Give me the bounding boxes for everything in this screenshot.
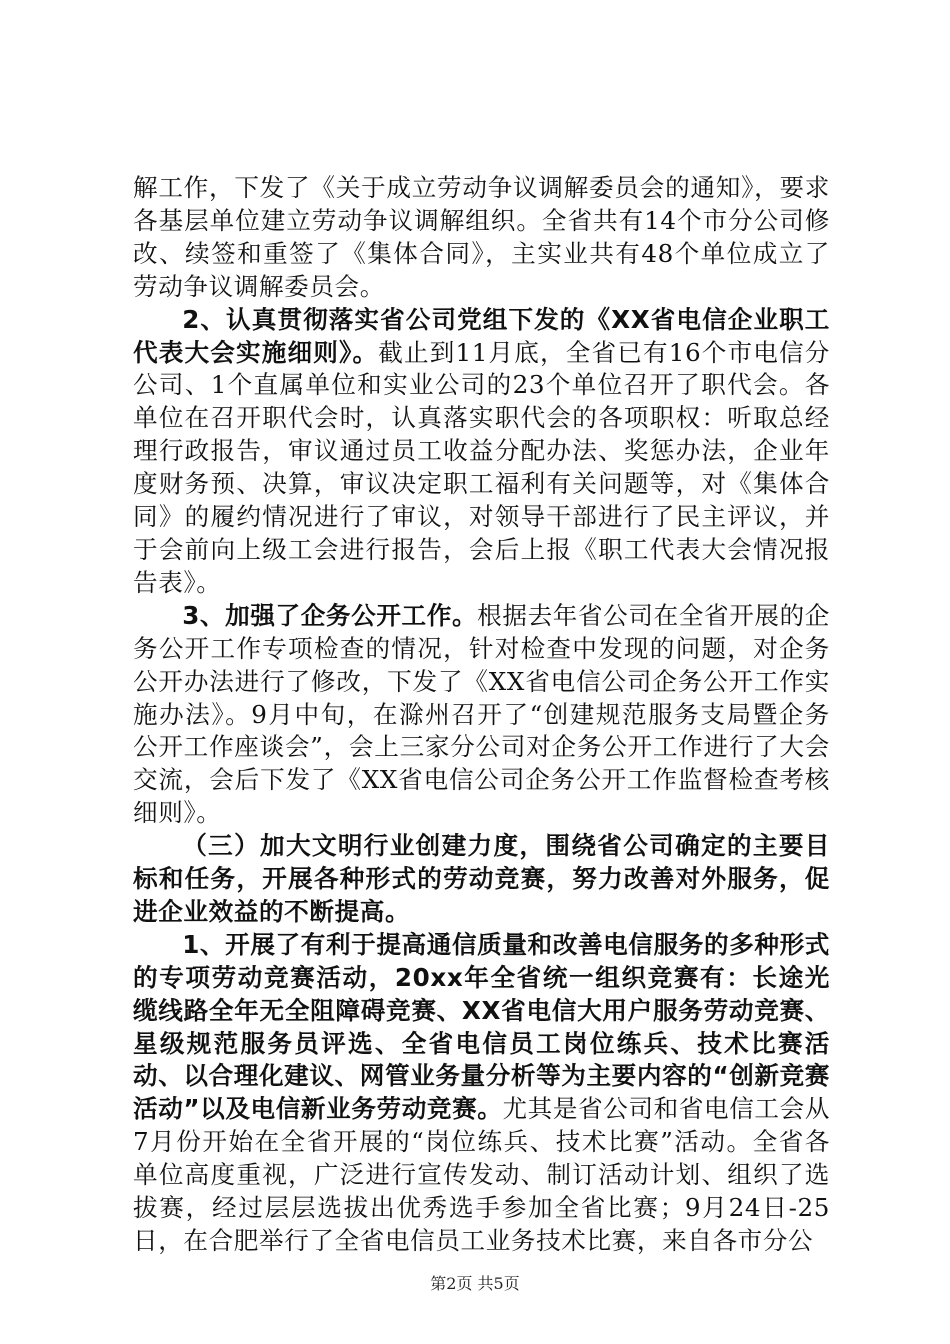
document-body <box>133 172 830 1258</box>
paragraph-2-text: 截止到11月底，全省已有16个市电信分公司、1个直属单位和实业公司的23个单位召开了职代会。各单位在召开职代会时，认真落实职代会的各项职权：听取总经理行政报告，审议通过员工收益分配办法、奖惩办法，企业年度财务预、决算，审议决定职工福利有关问题等，对《集体合同》的履约情况进行了审议，对领导干部进行了民主评议，并于会前向上级工会进行报告，会后上报《职工代表大会情况报告表》。 <box>133 337 830 597</box>
paragraph-1-text: 解工作，下发了《关于成立劳动争议调解委员会的通知》，要求各基层单位建立劳动争议调解组织。全省共有14个市分公司修改、续签和重签了《集体合同》，主实业共有48个单位成立了劳动争议调解委员会。 <box>133 173 830 301</box>
paragraph-5-text: 尤其是省公司和省电信工会从7月份开始在全省开展的“岗位练兵、技术比赛”活动。全省各单位高度重视，广泛进行宣传发动、制订活动计划、组织了选拔赛，经过层层选拔出优秀选手参加全省比赛；9月24日-25日，在合肥举行了全省电信员工业务技术比赛，来自各市分公 <box>133 1094 831 1255</box>
paragraph-3 <box>133 600 830 830</box>
paragraph-1 <box>133 172 830 304</box>
paragraph-2-lead: 2、认真贯彻落实省公司党组下发的《XX省电信企业职工代表大会实施细则》。 <box>133 304 830 367</box>
section-heading-3-text: （三）加大文明行业创建力度，围绕省公司确定的主要目标和任务，开展各种形式的劳动竞赛，努力改善对外服务，促进企业效益的不断提高。 <box>133 831 830 926</box>
paragraph-5-lead: 1、开展了有利于提高通信质量和改善电信服务的多种形式的专项劳动竞赛活动，20xx年全省统一组织竞赛有：长途光缆线路全年无全阻障碍竞赛、XX省电信大用户服务劳动竞赛、星级规范服务员评选、全省电信员工岗位练兵、技术比赛活动、以合理化建议、网管业务量分析等为主要内容的“创新竞赛活动”以及电信新业务劳动竞赛。 <box>133 929 830 1124</box>
paragraph-5 <box>133 929 830 1258</box>
section-heading-3 <box>133 830 830 929</box>
paragraph-2 <box>133 304 830 600</box>
page-footer <box>0 1271 950 1294</box>
paragraph-3-text: 根据去年省公司在全省开展的企务公开工作专项检查的情况，针对检查中发现的问题，对企务公开办法进行了修改，下发了《XX省电信公司企务公开工作实施办法》。9月中旬，在滁州召开了“创建规范服务支局暨企务公开工作座谈会”，会上三家分公司对企务公开工作进行了大会交流，会后下发了《XX省电信公司企务公开工作监督检查考核细则》。 <box>133 600 830 828</box>
paragraph-3-lead: 3、加强了企务公开工作。 <box>182 600 478 630</box>
page-number-label: 第2页 共5页 <box>430 1274 520 1293</box>
